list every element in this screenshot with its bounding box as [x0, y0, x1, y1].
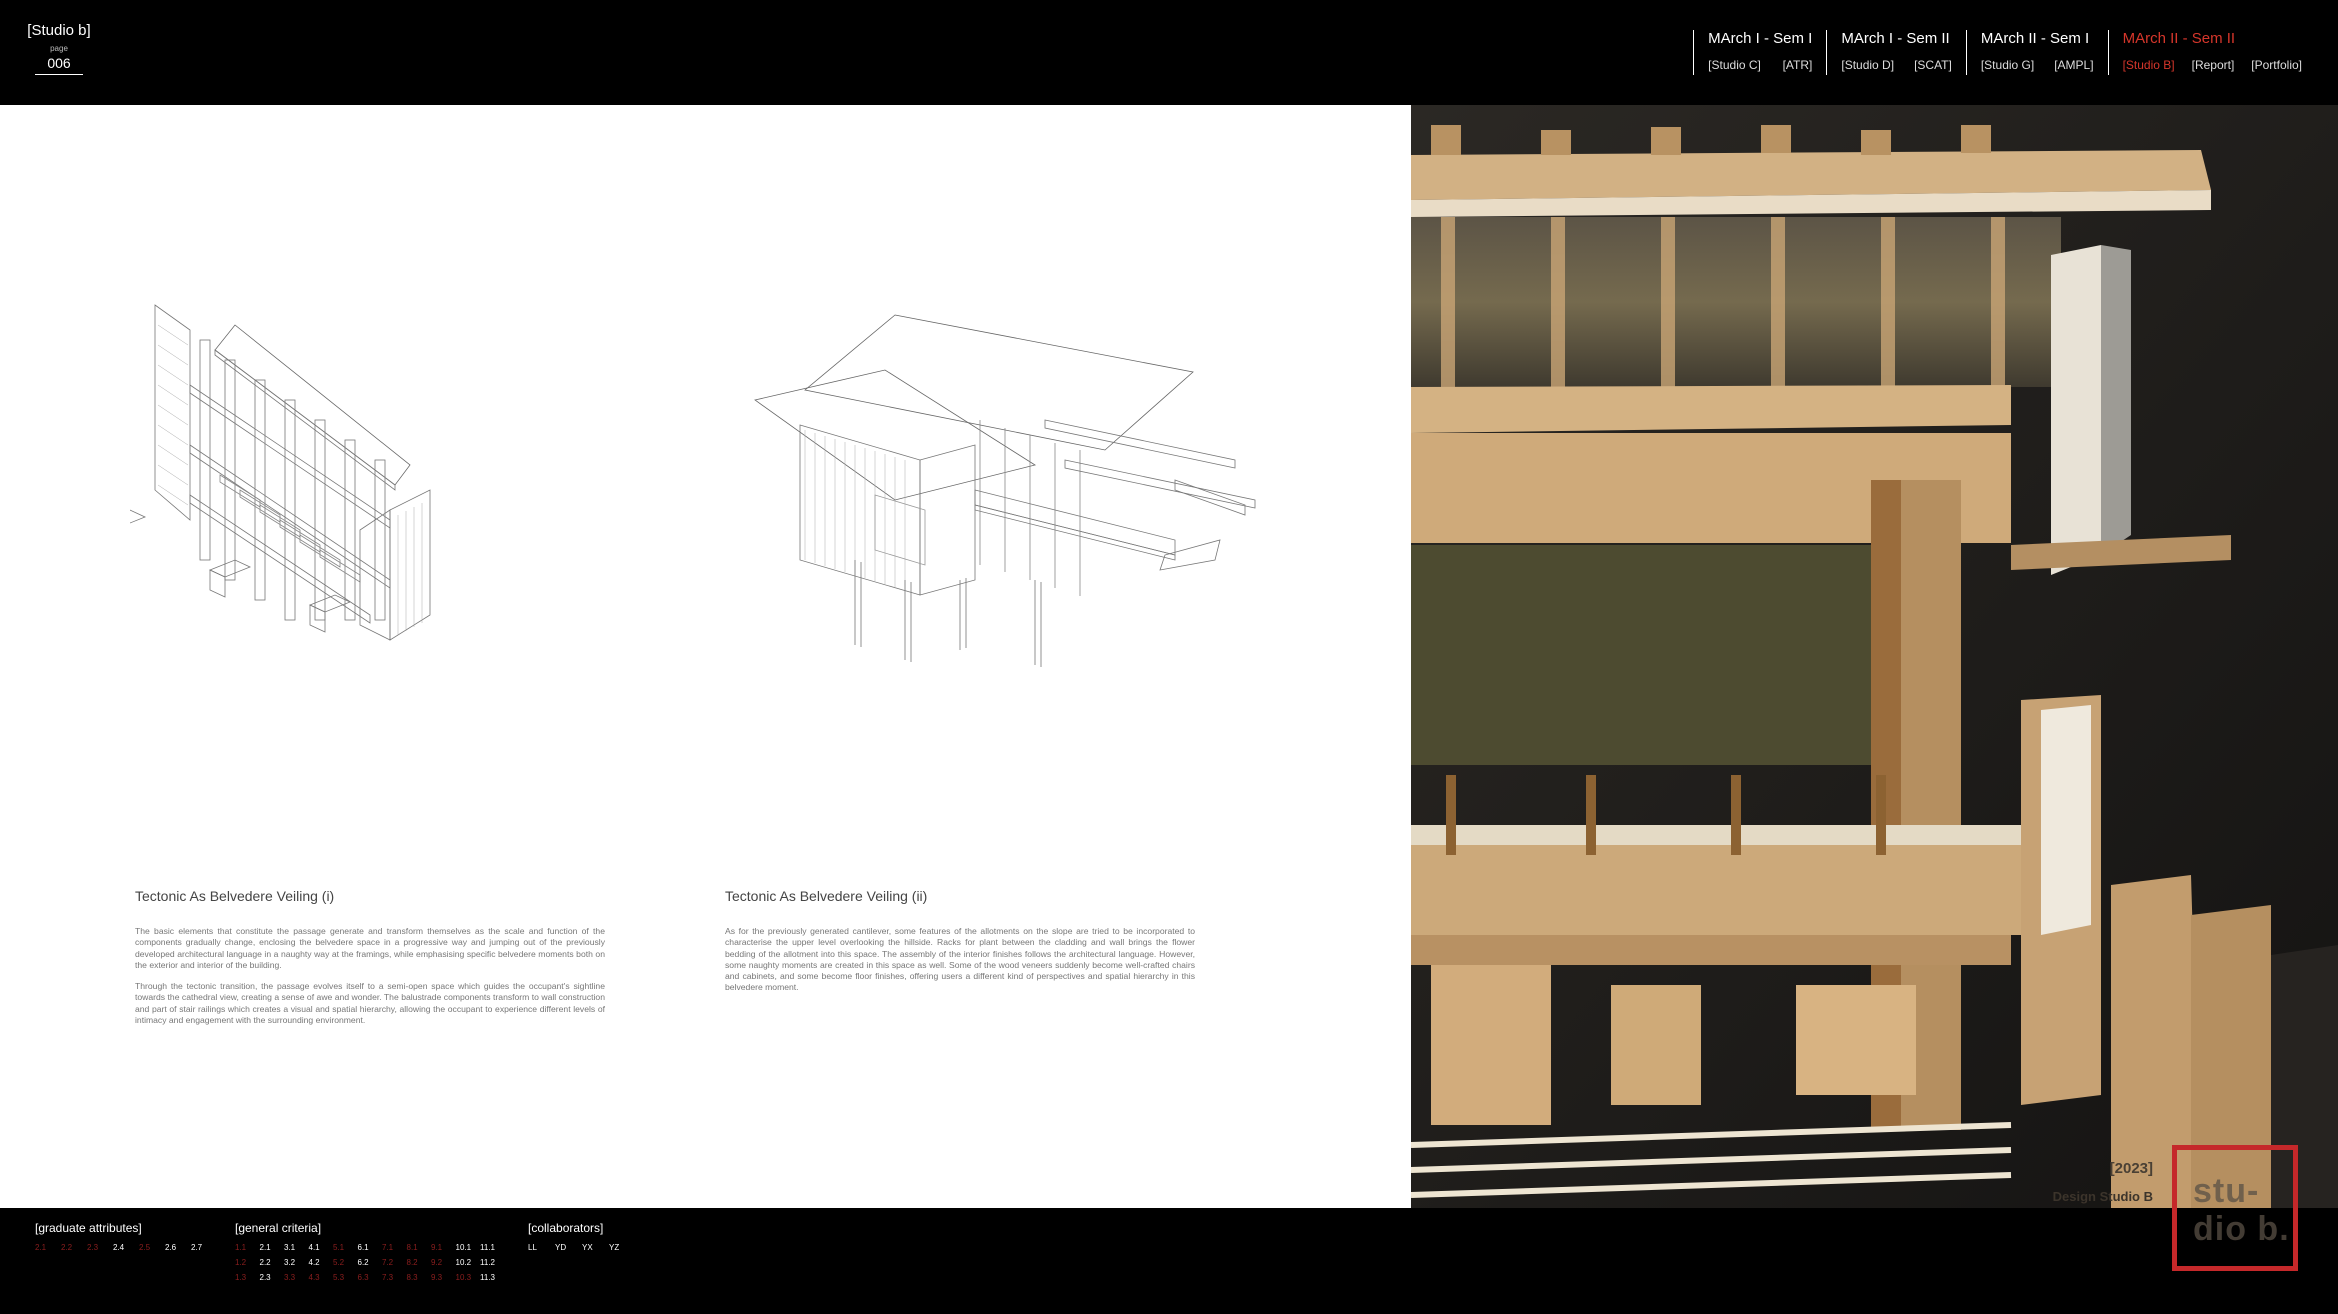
model-photograph	[1411, 105, 2338, 1208]
collaborators-title: [collaborators]	[528, 1221, 604, 1235]
general-criteria	[235, 1221, 505, 1282]
project-year: [2023]	[2109, 1160, 2153, 1177]
criterion-cell: 11.2	[480, 1258, 495, 1267]
attribute-2-3: 2.3	[87, 1243, 99, 1252]
criterion-cell: 7.1	[382, 1243, 394, 1252]
page-number: 006	[35, 55, 83, 75]
section-heading: Tectonic As Belvedere Veiling (i)	[135, 888, 335, 904]
section-paragraph: As for the previously generated cantilever, some features of the allotments on the slope are tried to be incorporated to characterise the upper level overlooking the hillside. Racks for plant between the cladding and wall brings the flower bedding of the allotment into this space. The assembly of the interior finishes follows the architectural language. However, some naughty moments are created in this space as well. Some of the wood veneers suddenly become well-crafted chairs and cabinets, and some become floor finishes, offering users a different kind of perspectives and spatial hierarchy in this belvedere moment.	[725, 926, 1195, 993]
section-paragraph: The basic elements that constitute the passage generate and transform themselves as the scale and function of the components gradually change, enclosing the belvedere space in a progressive way and jumping out of the previously developed architectural language in a naughty way at the framings, while emphasising specific belvedere moments both on the exterior and interior of the building.	[135, 926, 605, 970]
criterion-cell: 10.1	[455, 1243, 472, 1252]
studio-b-stamp-logo	[2172, 1145, 2298, 1271]
criterion-cell: 1.2	[235, 1258, 247, 1267]
criterion-cell: 5.2	[333, 1258, 345, 1267]
nav-link-atr[interactable]: [ATR]	[1782, 58, 1813, 72]
criterion-cell: 3.2	[284, 1258, 296, 1267]
attribute-2-1: 2.1	[35, 1243, 47, 1252]
stamp-line: stu-	[2193, 1172, 2260, 1210]
nav-link-studio-d[interactable]: [Studio D]	[1841, 58, 1895, 72]
attribute-2-2: 2.2	[61, 1243, 73, 1252]
criterion-cell: 7.3	[382, 1273, 394, 1282]
nav-link-studio-g[interactable]: [Studio G]	[1980, 58, 2035, 72]
nav-link-studio-b[interactable]: [Studio B]	[2122, 58, 2175, 72]
nav-link-portfolio[interactable]: [Portfolio]	[2251, 58, 2302, 72]
nav-group-title[interactable]: MArch II - Sem I	[1980, 30, 2090, 47]
criterion-cell: 10.3	[455, 1273, 472, 1282]
criterion-cell: 5.1	[333, 1243, 345, 1252]
criterion-cell: 1.1	[235, 1243, 247, 1252]
nav-link-ampl[interactable]: [AMPL]	[2054, 58, 2094, 72]
nav-group-title[interactable]: MArch I - Sem I	[1708, 30, 1813, 47]
criterion-cell: 9.1	[431, 1243, 443, 1252]
nav-group-march1-sem1	[1693, 30, 1826, 75]
nav-group-march1-sem2	[1826, 30, 1965, 75]
collaborators	[528, 1221, 636, 1252]
page-label: page	[50, 44, 68, 53]
criterion-cell: 2.2	[259, 1258, 271, 1267]
criterion-cell: 1.3	[235, 1273, 247, 1282]
nav-group-march2-sem1	[1966, 30, 2108, 75]
criterion-cell: 3.1	[284, 1243, 296, 1252]
criterion-cell: 6.1	[357, 1243, 369, 1252]
criterion-cell: 11.1	[480, 1243, 495, 1252]
graduate-attributes-title: [graduate attributes]	[35, 1221, 142, 1235]
criterion-cell: 11.3	[480, 1273, 495, 1282]
criterion-cell: 7.2	[382, 1258, 394, 1267]
attribute-2-6: 2.6	[165, 1243, 177, 1252]
axonometric-drawing-cantilever	[745, 310, 1285, 670]
attribute-2-7: 2.7	[191, 1243, 203, 1252]
section-heading: Tectonic As Belvedere Veiling (ii)	[725, 888, 928, 904]
nav-group-title[interactable]: MArch I - Sem II	[1841, 30, 1950, 47]
collaborator-initials: YZ	[609, 1243, 620, 1252]
nav-group-title-active[interactable]: MArch II - Sem II	[2122, 30, 2236, 47]
section-paragraph: Through the tectonic transition, the passage evolves itself to a semi-open space which guides the occupant's sightline towards the cathedral view, creating a sense of awe and wonder. The balustrade components transform to wall construction and part of stair railings which creates a visual and spatial hierarchy, allowing the occupant to experience different levels of intimacy and engagement with the surrounding environment.	[135, 981, 605, 1026]
graduate-attributes	[35, 1221, 217, 1252]
stamp-line: dio b.	[2193, 1210, 2290, 1248]
collaborator-initials: YX	[582, 1243, 593, 1252]
semester-navigation	[1693, 30, 2302, 75]
criterion-cell: 6.2	[357, 1258, 369, 1267]
nav-group-march2-sem2	[2108, 30, 2302, 75]
criterion-cell: 3.3	[284, 1273, 296, 1282]
criterion-cell: 8.2	[406, 1258, 418, 1267]
brand-title[interactable]: [Studio b]	[27, 22, 91, 39]
collaborator-initials: YD	[555, 1243, 567, 1252]
attribute-2-5: 2.5	[139, 1243, 151, 1252]
criterion-cell: 2.1	[259, 1243, 271, 1252]
project-type: Design Studio B	[2052, 1189, 2153, 1204]
brand-block	[24, 22, 94, 75]
criterion-cell: 4.3	[308, 1273, 320, 1282]
attribute-2-4: 2.4	[113, 1243, 125, 1252]
criterion-cell: 9.2	[431, 1258, 443, 1267]
section-tectonic-i	[135, 888, 605, 1036]
criterion-cell: 10.2	[455, 1258, 472, 1267]
criterion-cell: 8.3	[406, 1273, 418, 1282]
criterion-cell: 2.3	[259, 1273, 271, 1282]
section-tectonic-ii	[725, 888, 1195, 1004]
nav-link-scat[interactable]: [SCAT]	[1914, 58, 1952, 72]
top-bar	[0, 0, 2338, 105]
content-panel	[0, 105, 1411, 1208]
criterion-cell: 4.1	[308, 1243, 320, 1252]
general-criteria-title: [general criteria]	[235, 1221, 322, 1235]
nav-link-report[interactable]: [Report]	[2191, 58, 2235, 72]
criterion-cell: 4.2	[308, 1258, 320, 1267]
criterion-cell: 9.3	[431, 1273, 443, 1282]
criterion-cell: 5.3	[333, 1273, 345, 1282]
collaborator-initials: LL	[528, 1243, 537, 1252]
axonometric-drawing-passage	[130, 285, 610, 665]
criterion-cell: 6.3	[357, 1273, 369, 1282]
footer-bar	[0, 1208, 2338, 1314]
criterion-cell: 8.1	[406, 1243, 418, 1252]
nav-link-studio-c[interactable]: [Studio C]	[1708, 58, 1761, 72]
